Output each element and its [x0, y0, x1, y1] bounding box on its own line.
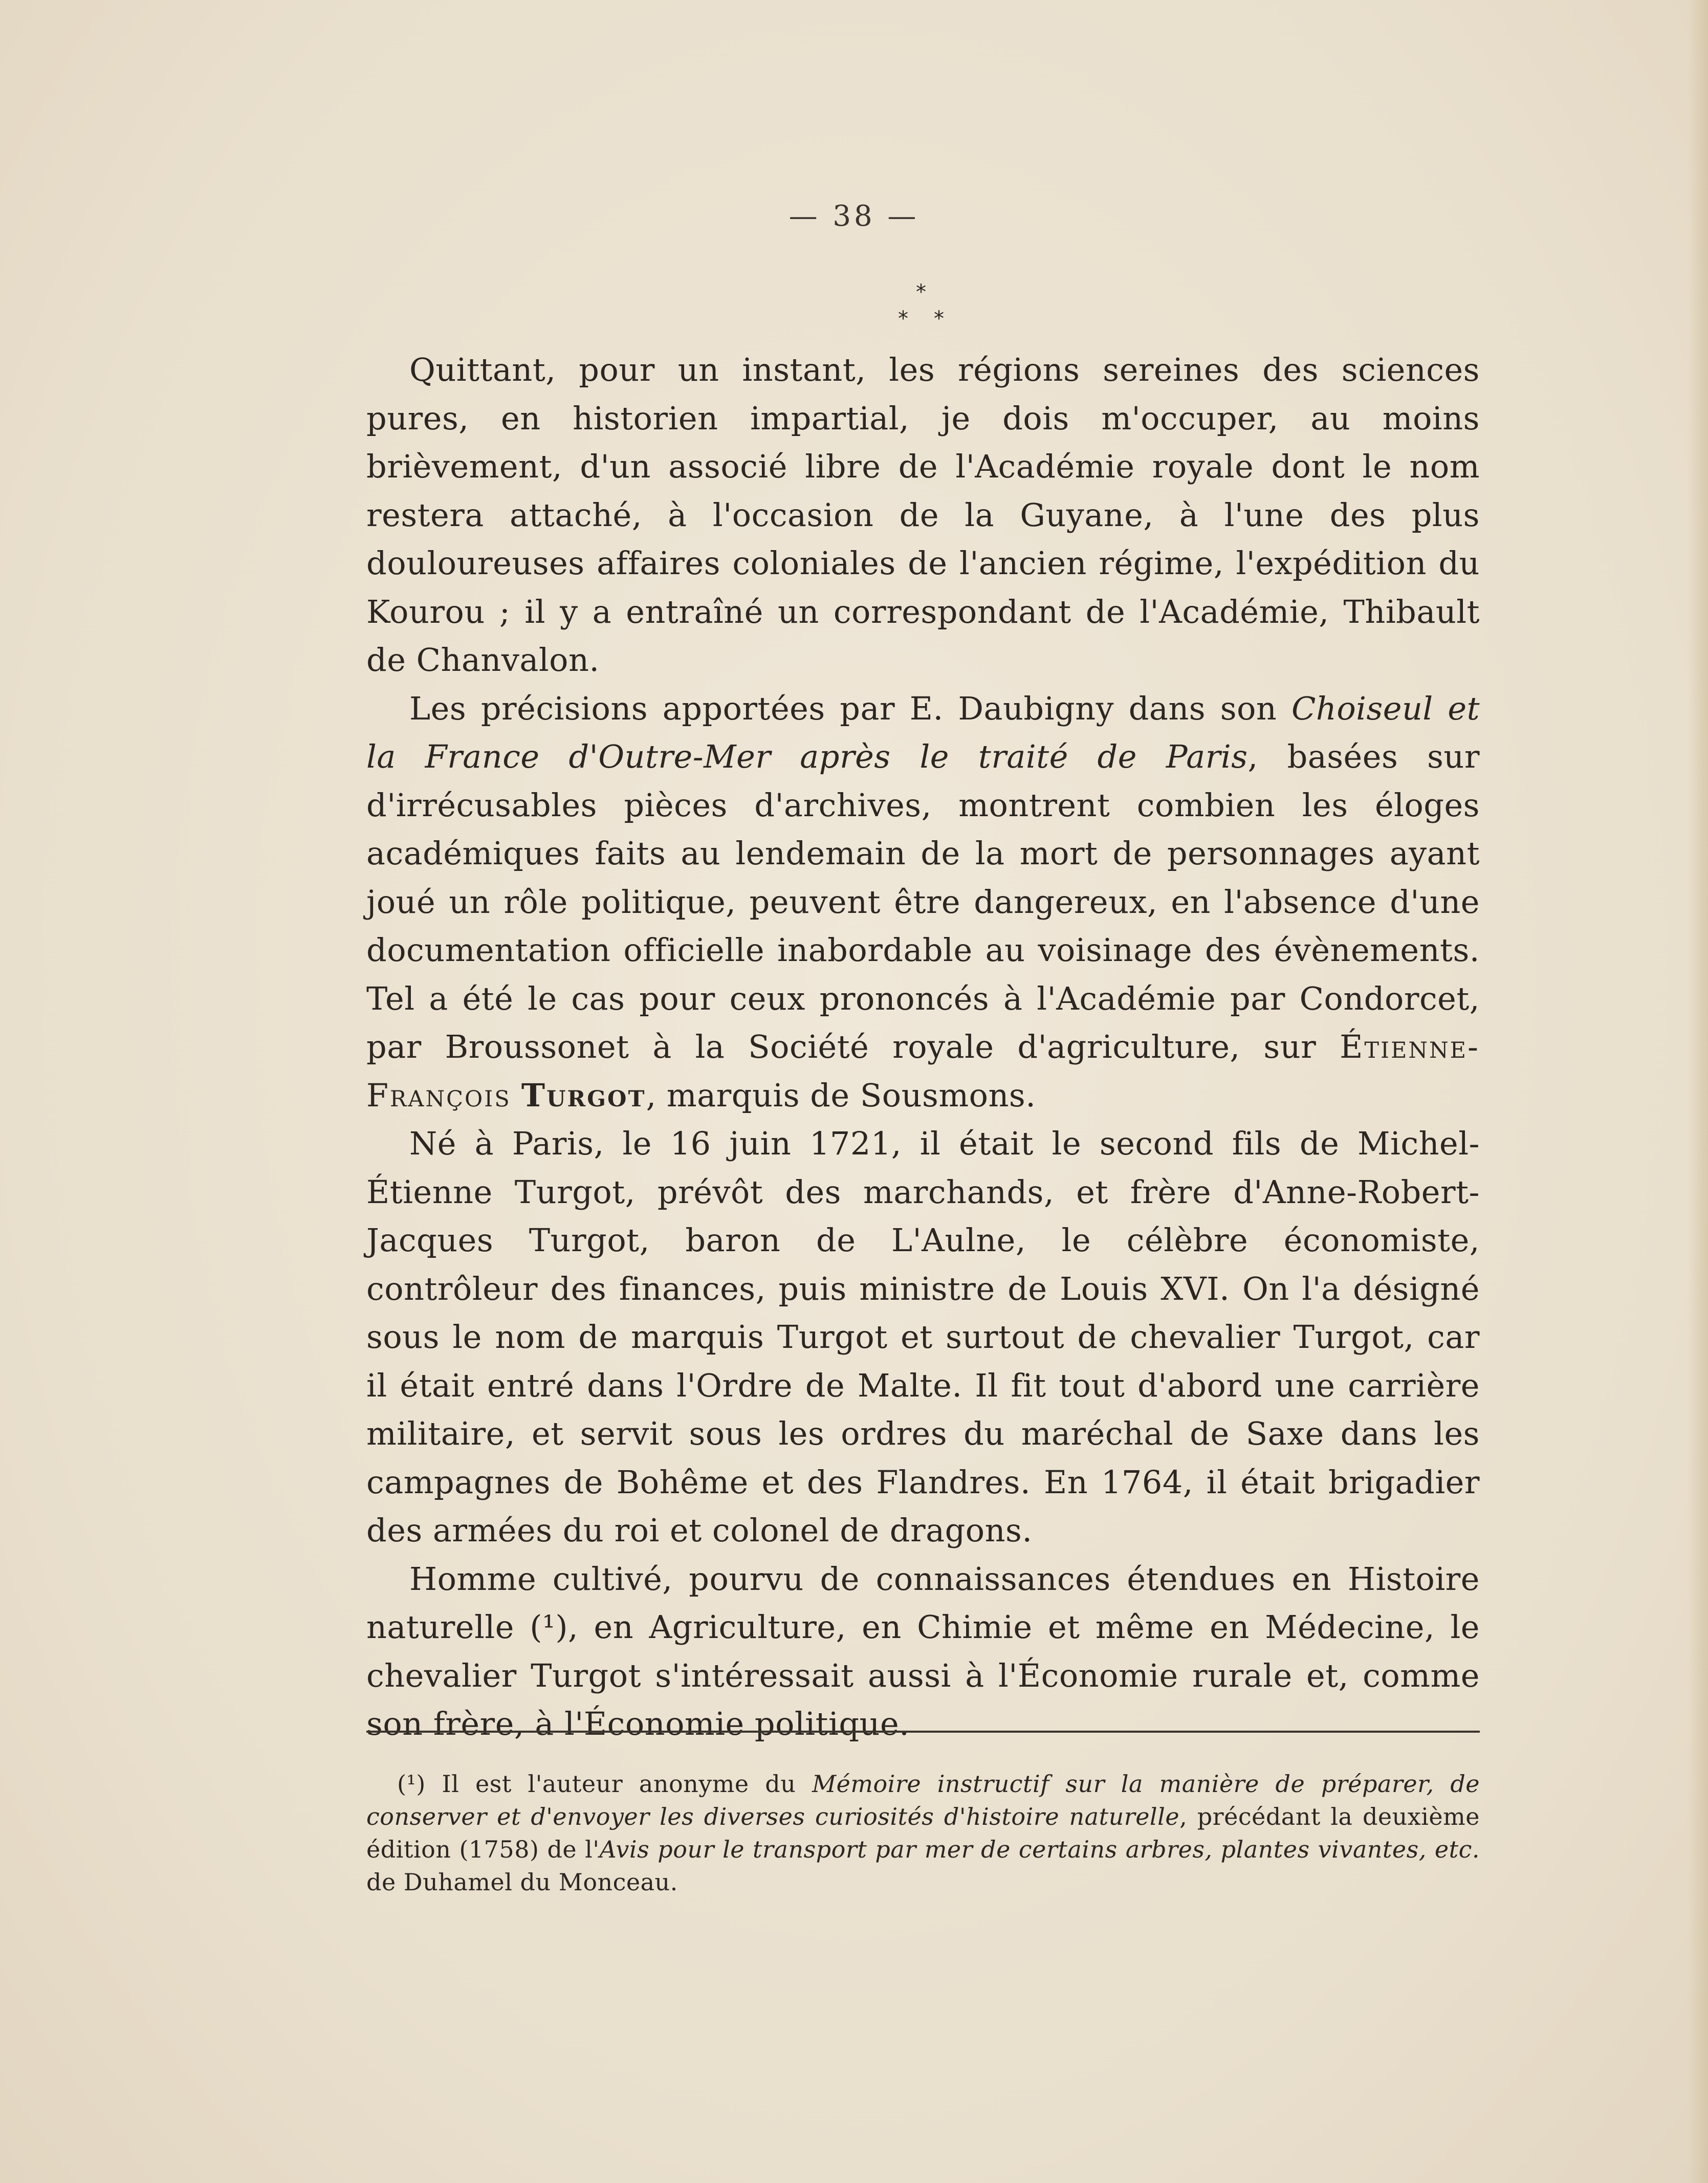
asterism-star-left: * [898, 307, 908, 331]
footnote-intro: Il est l'auteur anonyme du [425, 1770, 812, 1798]
footnote-divider [366, 1731, 1480, 1733]
paragraph-2-body: , basées sur d'irrécusables pièces d'archives, montrent combien les éloges académiques faits au lendemain de la mort de personnages ayant joué un rôle politique, peuvent être dangereux, en l'absence d'une documentation officielle inabordable au voisinage des évènements. Tel a été le cas pour ceux prononcés à l'Académie par Condorcet, par Broussonet à la Société royale d'agriculture, sur [366, 738, 1480, 1065]
paragraph-3: Né à Paris, le 16 juin 1721, il était le second fils de Michel-Étienne Turgot, prévôt des marchands, et frère d'Anne-Robert-Jacques Turgot, baron de L'Aulne, le célèbre économiste, contrôleur des finances, puis ministre de Louis XVI. On l'a désigné sous le nom de marquis Turgot et surtout de chevalier Turgot, car il était entré dans l'Ordre de Malte. Il fit tout d'abord une carrière militaire, et servit sous les ordres du maréchal de Saxe dans les campagnes de Bohême et des Flandres. En 1764, il était brigadier des armées du roi et colonel de dragons. [366, 1125, 1480, 1549]
page-edge-shadow [1688, 0, 1708, 2183]
footnote-title-avis: Avis pour le transport par mer de certains arbres, plantes vivantes, etc. [599, 1836, 1480, 1863]
footnote-end: de Duhamel du Monceau. [366, 1868, 678, 1896]
footnote-reference[interactable]: ¹ [542, 1608, 556, 1646]
paragraph-4 [366, 1555, 1480, 1749]
main-text [366, 346, 1480, 1749]
asterism-ornament [870, 280, 972, 332]
paragraph-4-end: ), en Agriculture, en Chimie et même en Médecine, le chevalier Turgot s'intéressait aussi à l'Économie rurale et, comme son frère, à l'Économie politique. [366, 1608, 1480, 1742]
footnote-marker: (¹) [397, 1770, 426, 1798]
paragraph-2-end: , marquis de Sousmons. [646, 1076, 1036, 1114]
asterism-star-right: * [934, 307, 944, 331]
person-name-given: Étienne-François [366, 1028, 1480, 1114]
paragraph-2 [366, 685, 1480, 1120]
paragraph-4-start: Homme cultivé, pourvu de connaissances étendues en Histoire naturelle ( [366, 1560, 1480, 1646]
footnote [366, 1767, 1480, 1898]
paragraph-2-intro: Les précisions apportées par E. Daubigny dans son [409, 689, 1291, 727]
person-name-surname: Turgot [521, 1076, 646, 1114]
footnote-middle: , précédant la deuxième édition (1758) de l' [366, 1803, 1480, 1863]
paragraph-1: Quittant, pour un instant, les régions sereines des sciences pures, en historien impartial, je dois m'occuper, au moins brièvement, d'un associé libre de l'Académie royale dont le nom restera attaché, à l'occasion de la Guyane, à l'une des plus douloureuses affaires coloniales de l'ancien régime, l'expédition du Kourou ; il y a entraîné un correspondant de l'Académie, Thibault de Chanvalon. [366, 351, 1480, 679]
asterism-star-top: * [916, 280, 926, 304]
page-number: — 38 — [789, 200, 919, 233]
book-title-choiseul: Choiseul et la France d'Outre-Mer après le traité de Paris [366, 689, 1480, 775]
footnote-title-memoire: Mémoire instructif sur la manière de préparer, de conserver et d'envoyer les diverses curiosités d'histoire naturelle [366, 1770, 1480, 1830]
